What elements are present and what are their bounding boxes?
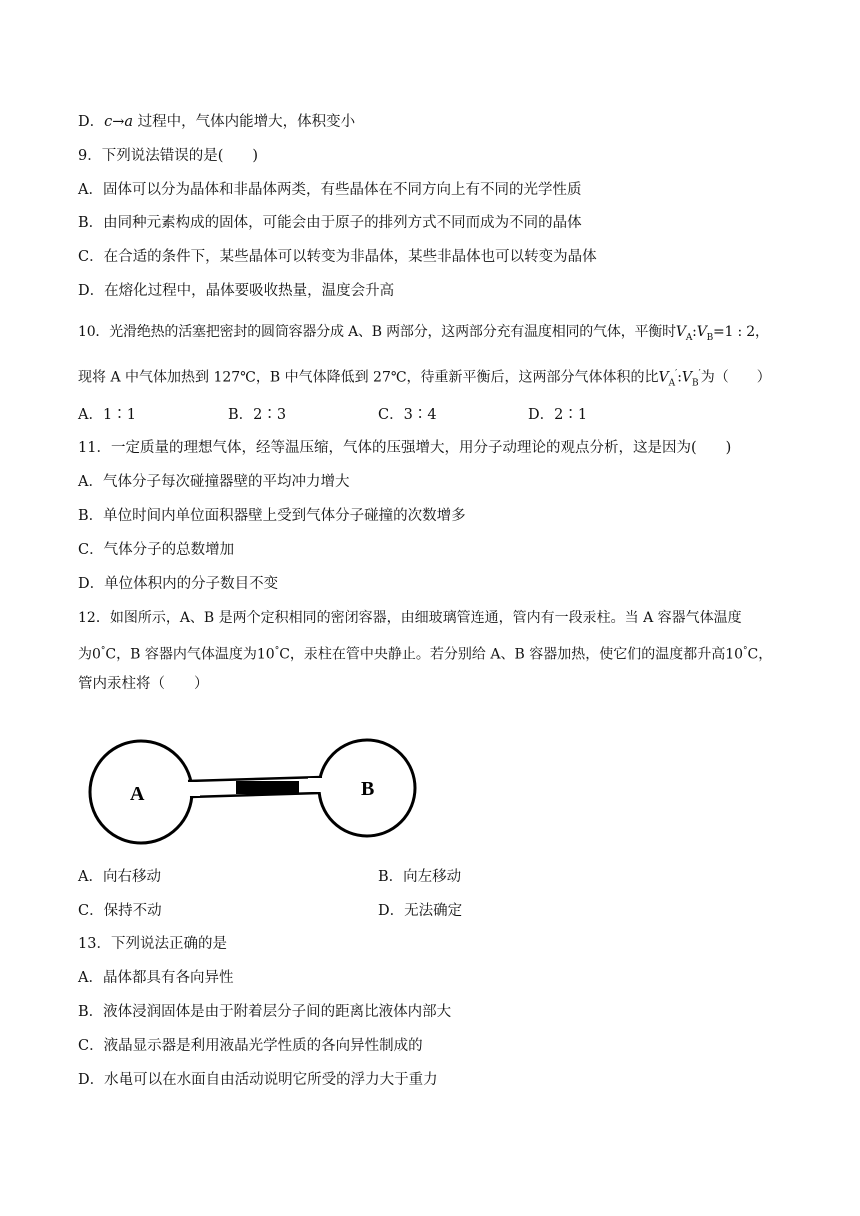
label-a: A bbox=[130, 783, 145, 805]
q11-option-c: C．气体分子的总数增加 bbox=[78, 542, 235, 558]
q9-option-b: B．由同种元素构成的固体，可能会由于原子的排列方式不同而成为不同的晶体 bbox=[78, 215, 582, 231]
q10-ratio2-prime-b: ′ bbox=[698, 369, 701, 379]
q8-option-d-text: 过程中，气体内能增大，体积变小 bbox=[133, 114, 356, 130]
q10-stem-line2 bbox=[78, 364, 771, 393]
q12-line2-b: C，B 容器内气体温度为10 bbox=[105, 646, 275, 663]
q10-ratio2-prime-a: ′ bbox=[675, 369, 678, 379]
q10-ratio-va: V bbox=[675, 324, 686, 340]
mercury-column bbox=[236, 781, 299, 794]
q10-ratio-sub-b: B bbox=[706, 332, 714, 343]
q10-ratio-value: =1 : 2 bbox=[713, 324, 755, 340]
q12-deg-1: ° bbox=[100, 646, 106, 656]
q12-stem-line2 bbox=[78, 641, 772, 665]
q13-option-b: B．液体浸润固体是由于附着层分子间的距离比液体内部大 bbox=[78, 1004, 452, 1020]
q12-line2-d: C， bbox=[747, 646, 773, 663]
q10-stem-text: 10．光滑绝热的活塞把密封的圆筒容器分成 A、B 两部分，这两部分充有温度相同的气体，平衡时 bbox=[78, 324, 676, 340]
q12-option-d: D．无法确定 bbox=[378, 903, 463, 919]
q10-ratio-colon: : bbox=[692, 324, 697, 340]
q10-stem-line2-end: 为（ ） bbox=[700, 369, 771, 386]
q8-option-d bbox=[78, 112, 355, 132]
q13-option-d: D．水黾可以在水面自由活动说明它所受的浮力大于重力 bbox=[78, 1072, 438, 1088]
q12-deg-3: ° bbox=[743, 646, 748, 656]
q12-option-c: C．保持不动 bbox=[78, 903, 162, 919]
q13-option-c: C．液晶显示器是利用液晶光学性质的各向异性制成的 bbox=[78, 1038, 423, 1054]
q11-stem: 11．一定质量的理想气体，经等温压缩，气体的压强增大，用分子动理论的观点分析，这是因为( ) bbox=[78, 440, 732, 456]
q12-stem-line3: 管内汞柱将（ ） bbox=[78, 676, 209, 692]
q11-option-d: D．单位体积内的分子数目不变 bbox=[78, 576, 279, 592]
containers-diagram bbox=[84, 735, 424, 855]
q13-option-a: A．晶体都具有各向异性 bbox=[78, 970, 234, 986]
q10-option-c: C．3∶4 bbox=[378, 407, 437, 423]
q9-option-d: D．在熔化过程中，晶体要吸收热量，温度会升高 bbox=[78, 283, 395, 299]
q12-line2-c: C，汞柱在管中央静止。若分别给 A、B 容器加热，使它们的温度都升高10 bbox=[279, 646, 744, 663]
q12-option-a: A．向右移动 bbox=[78, 869, 161, 885]
q8-option-d-prefix: D． bbox=[78, 114, 105, 130]
q9-option-c: C．在合适的条件下，某些晶体可以转变为非晶体，某些非晶体也可以转变为晶体 bbox=[78, 249, 597, 265]
q10-stem-comma: ， bbox=[755, 324, 769, 340]
q10-ratio2-va: V bbox=[658, 369, 669, 386]
q10-ratio-sub-a: A bbox=[685, 332, 693, 343]
q12-option-b: B．向左移动 bbox=[378, 869, 462, 885]
q10-ratio2-sub-b: B bbox=[692, 378, 699, 389]
label-b: B bbox=[361, 778, 375, 800]
q8-var-a: a bbox=[124, 114, 134, 130]
q11-option-a: A．气体分子每次碰撞器壁的平均冲力增大 bbox=[78, 474, 350, 490]
q12-line2-a: 为0 bbox=[78, 646, 101, 663]
q12-stem-line1: 12．如图所示，A、B 是两个定积相同的密闭容器，由细玻璃管连通，管内有一段汞柱。当 A 容器气体温度 bbox=[78, 610, 742, 626]
q10-option-b: B．2∶3 bbox=[228, 407, 287, 423]
q9-option-a: A．固体可以分为晶体和非晶体两类，有些晶体在不同方向上有不同的光学性质 bbox=[78, 182, 582, 198]
q10-option-a: A．1∶1 bbox=[78, 407, 136, 423]
q10-ratio2-vb: V bbox=[681, 369, 693, 386]
q10-ratio2-sub-a: A bbox=[668, 378, 676, 389]
q10-ratio-vb: V bbox=[696, 324, 707, 340]
q13-stem: 13．下列说法正确的是 bbox=[78, 936, 227, 952]
q10-stem-line1 bbox=[78, 322, 769, 348]
q10-ratio2-colon: : bbox=[677, 369, 682, 386]
q8-arrow: → bbox=[112, 114, 125, 130]
q12-deg-2: ° bbox=[274, 646, 280, 656]
q9-stem: 9．下列说法错误的是( ) bbox=[78, 148, 259, 164]
q11-option-b: B．单位时间内单位面积器壁上受到气体分子碰撞的次数增多 bbox=[78, 508, 466, 524]
q10-option-d: D．2∶1 bbox=[528, 407, 588, 423]
q8-var-c: c bbox=[104, 114, 113, 130]
q10-stem-line2-text: 现将 A 中气体加热到 127℃，B 中气体降低到 27℃，待重新平衡后，这两部分气体体积的比 bbox=[78, 369, 659, 386]
